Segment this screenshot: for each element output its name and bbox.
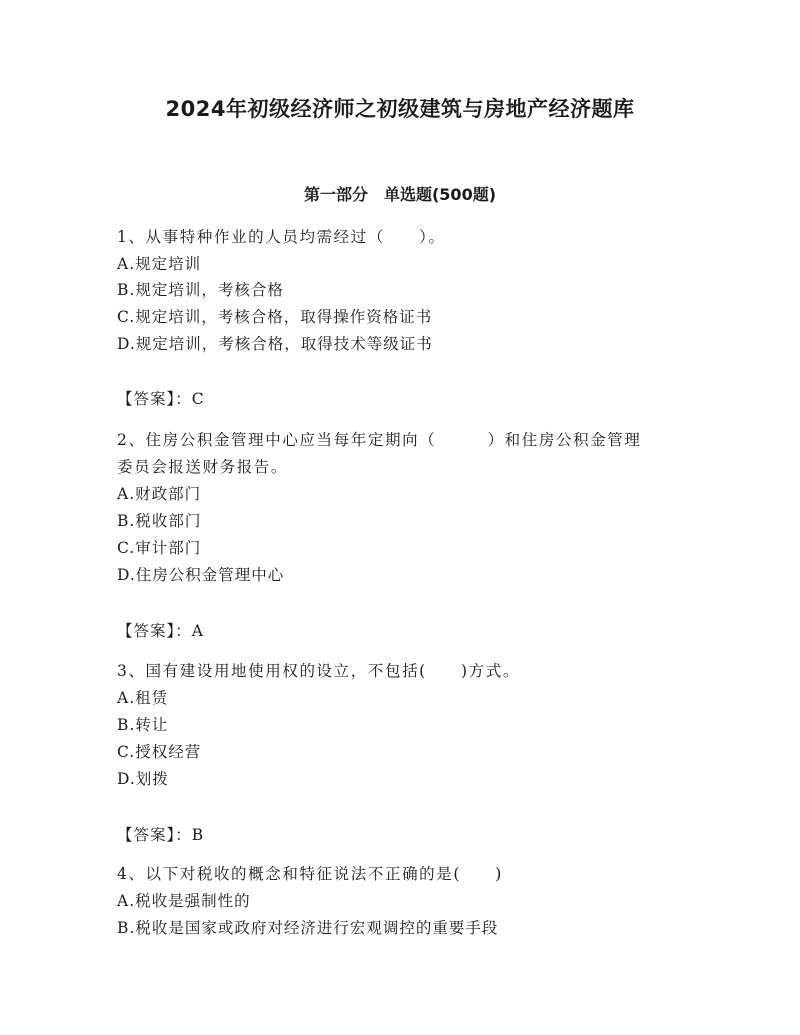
- question-2-option-d: D.住房公积金管理中心: [117, 566, 285, 584]
- question-1-option-c: C.规定培训，考核合格，取得操作资格证书: [117, 308, 433, 326]
- document-title: 2024年初级经济师之初级建筑与房地产经济题库: [165, 97, 635, 121]
- question-4-stem: 4、以下对税收的概念和特征说法不正确的是( ): [117, 865, 503, 883]
- question-1-option-d: D.规定培训，考核合格，取得技术等级证书: [117, 335, 433, 353]
- question-2-option-b: B.税收部门: [117, 512, 202, 530]
- question-3-option-b: B.转让: [117, 716, 169, 734]
- question-2-answer: 【答案】：A: [117, 622, 204, 640]
- question-1-stem: 1、从事特种作业的人员均需经过（ ）。: [117, 228, 446, 246]
- question-2-option-a: A.财政部门: [117, 485, 202, 503]
- question-1-option-b: B.规定培训，考核合格: [117, 281, 284, 299]
- question-4-option-b: B.税收是国家或政府对经济进行宏观调控的重要手段: [117, 919, 499, 937]
- question-1-option-a: A.规定培训: [117, 255, 202, 273]
- question-3-option-c: C.授权经营: [117, 743, 202, 761]
- question-2-stem-line-2: 委员会报送财务报告。: [117, 458, 289, 476]
- question-3-option-a: A.租赁: [117, 689, 169, 707]
- question-3-stem: 3、国有建设用地使用权的设立，不包括( )方式。: [117, 662, 520, 680]
- question-2-stem-line-1: 2、住房公积金管理中心应当每年定期向（ ）和住房公积金管理: [117, 431, 642, 449]
- question-2-option-c: C.审计部门: [117, 539, 202, 557]
- question-1-answer: 【答案】：C: [117, 390, 205, 408]
- question-3-answer: 【答案】：B: [117, 826, 205, 844]
- question-3-option-d: D.划拨: [117, 770, 169, 788]
- section-title: 第一部分 单选题(500题): [303, 185, 497, 204]
- question-4-option-a: A.税收是强制性的: [117, 892, 251, 910]
